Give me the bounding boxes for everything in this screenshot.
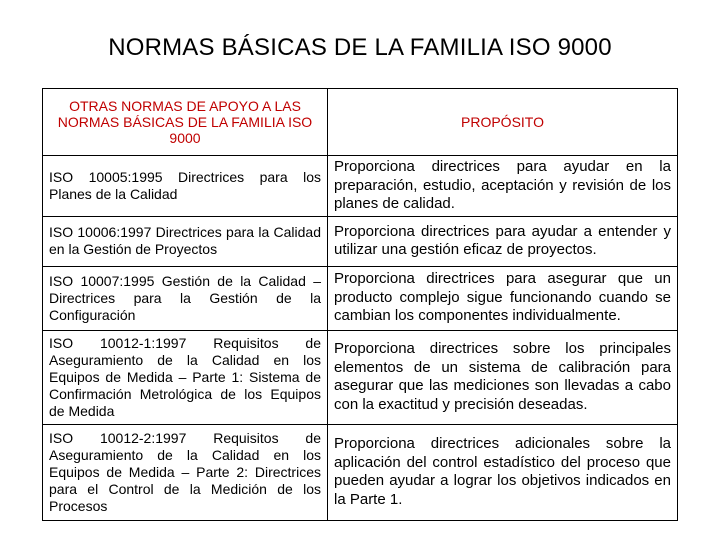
proposito-cell: Proporciona directrices sobre los principales elementos de un sistema de calibración para asegurar que las mediciones son llevadas a cabo con la exactitud y precisión deseadas. bbox=[328, 330, 678, 424]
proposito-cell: Proporciona directrices para asegurar que un producto complejo sigue funcionando cuando se cambian los componentes individualmente. bbox=[328, 266, 678, 330]
header-col-proposito: PROPÓSITO bbox=[328, 89, 678, 156]
norma-cell: ISO 10005:1995 Directrices para los Planes de la Calidad bbox=[43, 156, 328, 217]
proposito-cell: Proporciona directrices adicionales sobre la aplicación del control estadístico del proceso que pueden ayudar a lograr los objetivos indicados en la Parte 1. bbox=[328, 424, 678, 520]
table-row bbox=[43, 424, 678, 520]
header-col-norma: OTRAS NORMAS DE APOYO A LAS NORMAS BÁSICAS DE LA FAMILIA ISO 9000 bbox=[43, 89, 328, 156]
proposito-cell: Proporciona directrices para ayudar en la preparación, estudio, aceptación y revisión de los planes de calidad. bbox=[328, 156, 678, 217]
page-title: NORMAS BÁSICAS DE LA FAMILIA ISO 9000 bbox=[108, 34, 612, 61]
table-row bbox=[43, 156, 678, 217]
norma-cell: ISO 10006:1997 Directrices para la Calidad en la Gestión de Proyectos bbox=[43, 216, 328, 266]
iso-table bbox=[42, 88, 678, 521]
table-header-row bbox=[43, 89, 678, 156]
proposito-cell: Proporciona directrices para ayudar a entender y utilizar una gestión eficaz de proyectos. bbox=[328, 216, 678, 266]
table-row bbox=[43, 330, 678, 424]
norma-cell: ISO 10012-2:1997 Requisitos de Aseguramiento de la Calidad en los Equipos de Medida – Parte 2: Directrices para el Control de la Medición de los Procesos bbox=[43, 424, 328, 520]
norma-cell: ISO 10012-1:1997 Requisitos de Aseguramiento de la Calidad en los Equipos de Medida – Parte 1: Sistema de Confirmación Metrológica de los Equipos de Medida bbox=[43, 330, 328, 424]
norma-cell: ISO 10007:1995 Gestión de la Calidad – Directrices para la Gestión de la Configuración bbox=[43, 266, 328, 330]
table-row bbox=[43, 266, 678, 330]
table-row bbox=[43, 216, 678, 266]
